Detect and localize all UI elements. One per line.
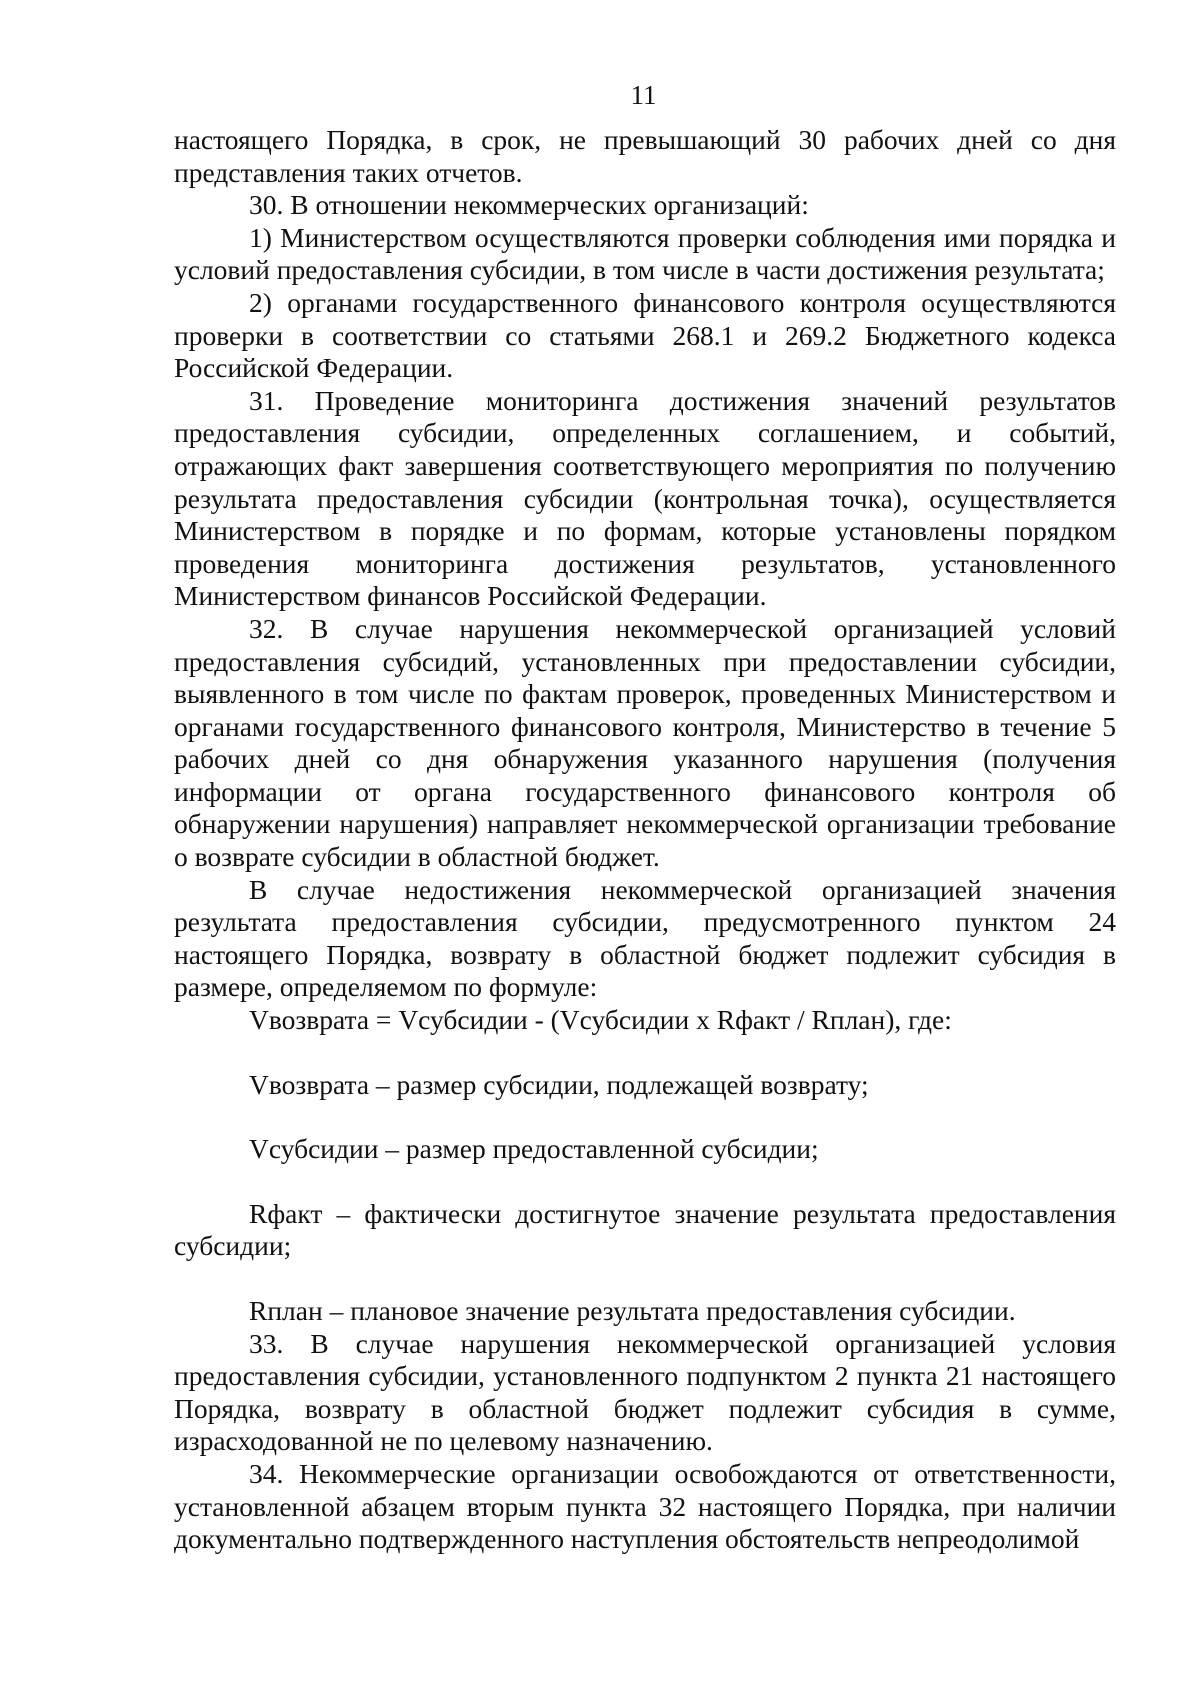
formula-term-r-fact: Rфакт – фактически достигнутое значение результата предоставления субсидии; xyxy=(174,1197,1116,1262)
paragraph-34: 34. Некоммерческие организации освобождаются от ответственности, установленной абзацем вторым пункта 32 настоящего Порядка, при наличии документально подтвержденного наступления обстоятельств непреодолимой xyxy=(174,1457,1116,1555)
formula-term-r-plan: Rплан – плановое значение результата предоставления субсидии. xyxy=(249,1295,1016,1326)
formula: Vвозврата = Vсубсидии - (Vсубсидии х Rфакт / Rплан), где: xyxy=(249,1004,952,1036)
paragraph-33: 33. В случае нарушения некоммерческой организацией условия предоставления субсидии, установленного подпунктом 2 пункта 21 настоящего Порядка, возврату в областной бюджет подлежит субсидия в сумме, израсходованной не по целевому назначению. xyxy=(174,1327,1116,1457)
formula-term-v-return: Vвозврата – размер субсидии, подлежащей возврату; xyxy=(249,1068,869,1100)
paragraph-31: 31. Проведение мониторинга достижения значений результатов предоставления субсидии, определенных соглашением, и событий, отражающих факт завершения соответствующего мероприятия по получению результата предоставления субсидии (контрольная точка), осуществляется Министерством в порядке и по формам, которые установлены порядком проведения мониторинга достижения результатов, установленного Министерством финансов Российской Федерации. xyxy=(174,384,1116,612)
paragraph-30: 30. В отношении некоммерческих организаций: xyxy=(249,189,809,221)
formula-term-v-subsidy: Vсубсидии – размер предоставленной субсидии; xyxy=(249,1133,819,1165)
paragraph-32-part-2: В случае недостижения некоммерческой организацией значения результата предоставления субсидии, предусмотренного пунктом 24 настоящего Порядка, возврату в областной бюджет подлежит субсидия в размере, определяемом по формуле: xyxy=(174,873,1116,1003)
paragraph-30-item-2: 2) органами государственного финансового контроля осуществляются проверки в соответствии со статьями 268.1 и 269.2 Бюджетного кодекса Российской Федерации. xyxy=(174,286,1116,384)
page-number: 11 xyxy=(630,80,657,110)
document-body xyxy=(174,124,1116,1556)
paragraph-continuation: настоящего Порядка, в срок, не превышающий 30 рабочих дней со дня представления таких отчетов. xyxy=(174,124,1116,188)
paragraph-32: 32. В случае нарушения некоммерческой организацией условий предоставления субсидий, установленных при предоставлении субсидии, выявленного в том числе по фактам проверок, проведенных Министерством и органами государственного финансового контроля, Министерство в течение 5 рабочих дней со дня обнаружения указанного нарушения (получения информации от органа государственного финансового контроля об обнаружении нарушения) направляет некоммерческой организации требование о возврате субсидии в областной бюджет. xyxy=(174,612,1116,873)
paragraph-30-item-1: 1) Министерством осуществляются проверки соблюдения ими порядка и условий предоставления субсидии, в том числе в части достижения результата; xyxy=(174,221,1116,286)
